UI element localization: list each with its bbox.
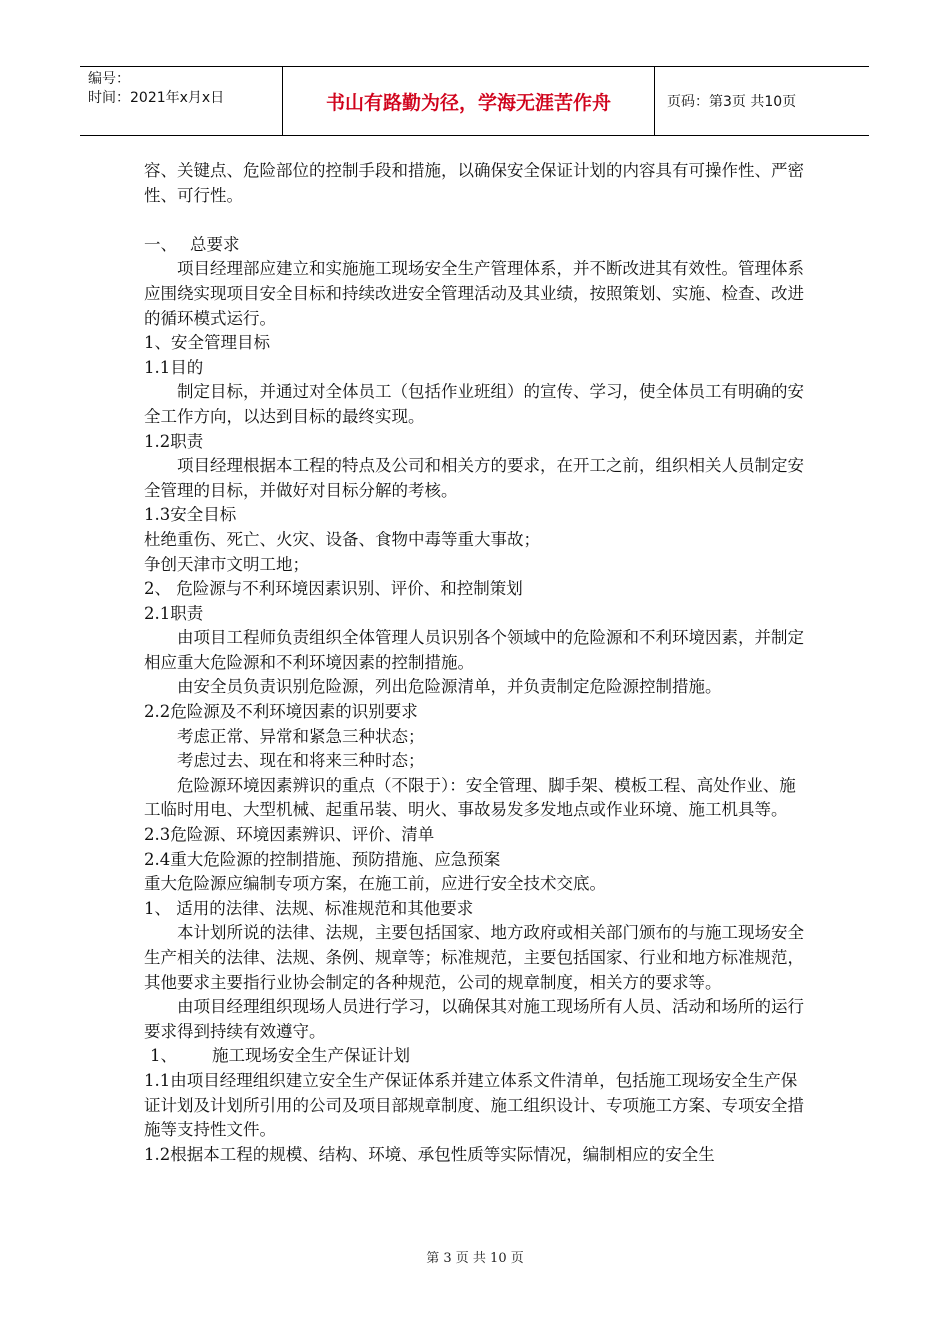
subsection-heading: 1.2职责 — [144, 431, 204, 451]
section-heading: 2、 危险源与不利环境因素识别、评价、和控制策划 — [144, 579, 523, 599]
document-header — [80, 66, 869, 136]
subsection-heading: 1.3安全目标 — [144, 505, 237, 525]
section-title: 施工现场安全生产保证计划 — [212, 1046, 410, 1066]
subsection-heading: 2.2危险源及不利环境因素的识别要求 — [144, 702, 418, 722]
document-body — [144, 159, 808, 1167]
paragraph: 由安全员负责识别危险源，列出危险源清单，并负责制定危险源控制措施。 — [177, 677, 722, 697]
subsection-heading: 2.4重大危险源的控制措施、预防措施、应急预案 — [144, 849, 501, 869]
page-footer: 第 3 页 共 10 页 — [426, 1251, 524, 1266]
section-heading: 1、 适用的法律、法规、标准规范和其他要求 — [144, 898, 474, 918]
paragraph: 危险源环境因素辨识的重点（不限于）：安全管理、脚手架、模板工程、高处作业、施工临时用电、大型机械、起重吊装、明火、事故易发多发地点或作业环境、施工机具等。 — [144, 775, 796, 820]
paragraph: 制定目标，并通过对全体员工（包括作业班组）的宣传、学习，使全体员工有明确的安全工作方向，以达到目标的最终实现。 — [144, 382, 804, 426]
subsection-heading: 2.1职责 — [144, 603, 204, 623]
section-number: 一、 — [144, 234, 177, 254]
section-heading — [144, 1044, 808, 1069]
document-time-label: 时间：2021年x月x日 — [88, 90, 225, 106]
paragraph: 项目经理部应建立和实施施工现场安全生产管理体系，并不断改进其有效性。管理体系应围绕实现项目安全目标和持续改进安全管理活动及其业绩，按照策划、实施、检查、改进的循环模式运行。 — [144, 259, 804, 328]
blank-line — [144, 208, 808, 233]
subsection-heading: 2.3危险源、环境因素辨识、评价、清单 — [144, 825, 435, 845]
paragraph: 1.2根据本工程的规模、结构、环境、承包性质等实际情况，编制相应的安全生 — [144, 1144, 715, 1164]
paragraph: 1.1由项目经理组织建立安全生产保证体系并建立体系文件清单，包括施工现场安全生产保证计划及计划所引用的公司及项目部规章制度、施工组织设计、专项施工方案、专项安全措施等支持性文件。 — [144, 1070, 804, 1140]
paragraph: 重大危险源应编制专项方案，在施工前，应进行安全技术交底。 — [144, 874, 606, 894]
paragraph: 考虑正常、异常和紧急三种状态； — [177, 726, 425, 746]
section-heading-general — [144, 233, 808, 258]
header-motto: 书山有路勤为径，学海无涯苦作舟 — [283, 67, 655, 135]
section-title: 总要求 — [190, 234, 240, 254]
paragraph: 由项目工程师负责组织全体管理人员识别各个领域中的危险源和不利环境因素，并制定相应重大危险源和不利环境因素的控制措施。 — [144, 628, 804, 672]
paragraph: 由项目经理组织现场人员进行学习，以确保其对施工现场所有人员、活动和场所的运行要求得到持续有效遵守。 — [144, 997, 804, 1041]
header-page-info: 页码：第3页 共10页 — [667, 94, 797, 110]
header-meta — [80, 67, 283, 135]
paragraph: 本计划所说的法律、法规，主要包括国家、地方政府或相关部门颁布的与施工现场安全生产相关的法律、法规、条例、规章等；标准规范，主要包括国家、行业和地方标准规范，其他要求主要指行业协会制定的各种规范，公司的规章制度，相关方的要求等。 — [144, 923, 804, 992]
paragraph: 杜绝重伤、死亡、火灾、设备、食物中毒等重大事故； — [144, 529, 540, 549]
subsection-heading: 1.1目的 — [144, 357, 204, 377]
document-number-label: 编号： — [88, 71, 130, 87]
paragraph: 争创天津市文明工地； — [144, 554, 309, 574]
section-number: 1、 — [150, 1046, 177, 1066]
intro-paragraph: 容、关键点、危险部位的控制手段和措施，以确保安全保证计划的内容具有可操作性、严密性、可行性。 — [144, 161, 804, 205]
paragraph: 考虑过去、现在和将来三种时态； — [177, 751, 425, 771]
section-heading: 1、安全管理目标 — [144, 333, 270, 353]
paragraph: 项目经理根据本工程的特点及公司和相关方的要求，在开工之前，组织相关人员制定安全管理的目标，并做好对目标分解的考核。 — [144, 456, 804, 500]
